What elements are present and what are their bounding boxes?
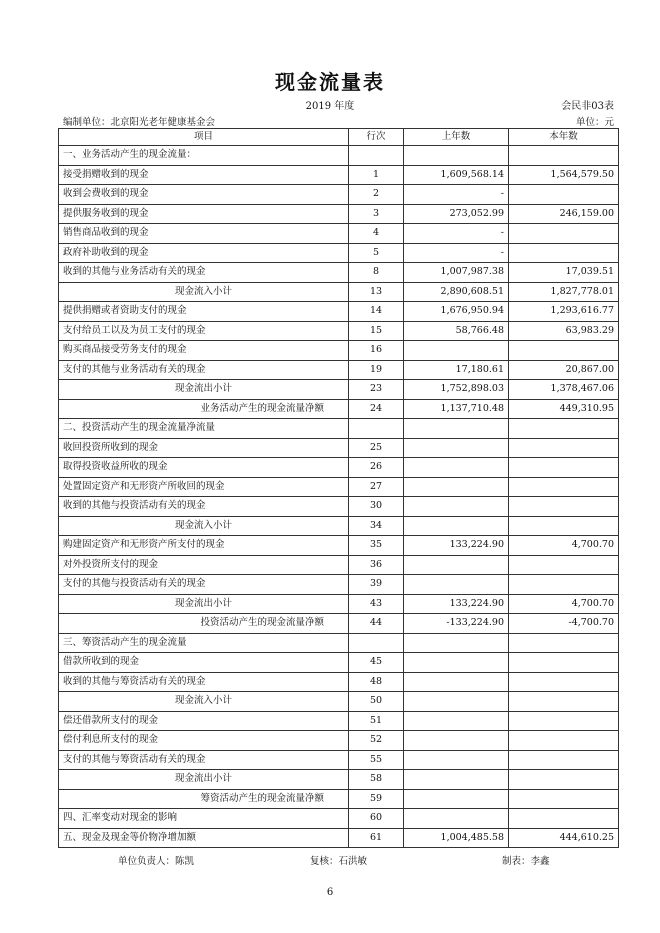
- table-row: [59, 516, 619, 536]
- organization: 编制单位：北京阳光老年健康基金会: [63, 117, 216, 128]
- row-curr-year-amount: -4,700.70: [509, 614, 619, 634]
- row-item-label: 支付的其他与筹资活动有关的现金: [59, 750, 349, 770]
- row-item-label: 支付给员工以及为员工支付的现金: [59, 321, 349, 341]
- row-item-label: 现金流入小计: [59, 692, 349, 712]
- cash-flow-body: [59, 129, 619, 848]
- row-item-label: 取得投资收益所收的现金: [59, 458, 349, 478]
- table-row: [59, 633, 619, 653]
- row-line-number: 2: [349, 185, 404, 205]
- row-line-number: 60: [349, 809, 404, 829]
- table-row: [59, 555, 619, 575]
- row-prev-year-amount: 1,004,485.58: [404, 828, 509, 848]
- row-curr-year-amount: [509, 750, 619, 770]
- row-prev-year-amount: 1,137,710.48: [404, 399, 509, 419]
- row-line-number: 48: [349, 672, 404, 692]
- row-curr-year-amount: [509, 789, 619, 809]
- column-header-prev: 上年数: [404, 129, 509, 146]
- row-curr-year-amount: [509, 497, 619, 517]
- row-item-label: 收到的其他与筹资活动有关的现金: [59, 672, 349, 692]
- row-curr-year-amount: 246,159.00: [509, 204, 619, 224]
- row-item-label: 业务活动产生的现金流量净额: [59, 399, 349, 419]
- row-prev-year-amount: [404, 653, 509, 673]
- row-prev-year-amount: [404, 789, 509, 809]
- table-row: [59, 731, 619, 751]
- row-item-label: 现金流出小计: [59, 594, 349, 614]
- row-line-number: 43: [349, 594, 404, 614]
- table-row: [59, 185, 619, 205]
- responsible-person: 单位负责人：陈凯: [118, 856, 195, 867]
- row-line-number: 3: [349, 204, 404, 224]
- row-line-number: 8: [349, 263, 404, 283]
- row-line-number: 52: [349, 731, 404, 751]
- row-prev-year-amount: [404, 438, 509, 458]
- row-item-label: 四、汇率变动对现金的影响: [59, 809, 349, 829]
- table-row: [59, 282, 619, 302]
- row-item-label: 提供捐赠或者资助支付的现金: [59, 302, 349, 322]
- table-row: [59, 672, 619, 692]
- row-line-number: 1: [349, 165, 404, 185]
- table-row: [59, 243, 619, 263]
- row-prev-year-amount: 1,609,568.14: [404, 165, 509, 185]
- row-line-number: [349, 633, 404, 653]
- row-curr-year-amount: [509, 653, 619, 673]
- row-curr-year-amount: [509, 516, 619, 536]
- table-row: [59, 146, 619, 166]
- row-item-label: 一、业务活动产生的现金流量：: [59, 146, 349, 166]
- row-line-number: 51: [349, 711, 404, 731]
- table-row: [59, 321, 619, 341]
- row-item-label: 支付的其他与业务活动有关的现金: [59, 360, 349, 380]
- row-prev-year-amount: 2,890,608.51: [404, 282, 509, 302]
- row-curr-year-amount: [509, 633, 619, 653]
- row-curr-year-amount: [509, 711, 619, 731]
- row-item-label: 对外投资所支付的现金: [59, 555, 349, 575]
- row-prev-year-amount: [404, 672, 509, 692]
- row-item-label: 偿付利息所支付的现金: [59, 731, 349, 751]
- row-line-number: 45: [349, 653, 404, 673]
- table-row: [59, 399, 619, 419]
- table-row: [59, 692, 619, 712]
- table-row: [59, 770, 619, 790]
- row-curr-year-amount: [509, 692, 619, 712]
- row-prev-year-amount: [404, 731, 509, 751]
- row-prev-year-amount: [404, 575, 509, 595]
- fiscal-year: 2019 年度: [305, 101, 355, 112]
- column-header-item: 项目: [59, 129, 349, 146]
- row-curr-year-amount: 4,700.70: [509, 536, 619, 556]
- row-curr-year-amount: [509, 731, 619, 751]
- table-row: [59, 224, 619, 244]
- cash-flow-table: [58, 128, 619, 848]
- row-prev-year-amount: -: [404, 224, 509, 244]
- table-row: [59, 711, 619, 731]
- row-item-label: 收到会费收到的现金: [59, 185, 349, 205]
- table-row: [59, 789, 619, 809]
- row-line-number: 15: [349, 321, 404, 341]
- row-line-number: 24: [349, 399, 404, 419]
- row-curr-year-amount: [509, 575, 619, 595]
- row-curr-year-amount: 17,039.51: [509, 263, 619, 283]
- table-row: [59, 341, 619, 361]
- row-item-label: 购建固定资产和无形资产所支付的现金: [59, 536, 349, 556]
- row-line-number: [349, 419, 404, 439]
- row-item-label: 三、筹资活动产生的现金流量: [59, 633, 349, 653]
- row-curr-year-amount: [509, 224, 619, 244]
- row-line-number: 35: [349, 536, 404, 556]
- table-row: [59, 614, 619, 634]
- row-curr-year-amount: 449,310.95: [509, 399, 619, 419]
- row-prev-year-amount: [404, 633, 509, 653]
- row-item-label: 筹资活动产生的现金流量净额: [59, 789, 349, 809]
- row-prev-year-amount: [404, 341, 509, 361]
- row-item-label: 现金流出小计: [59, 770, 349, 790]
- row-line-number: 16: [349, 341, 404, 361]
- row-prev-year-amount: 17,180.61: [404, 360, 509, 380]
- table-row: [59, 165, 619, 185]
- row-prev-year-amount: [404, 750, 509, 770]
- row-prev-year-amount: -: [404, 243, 509, 263]
- row-prev-year-amount: [404, 809, 509, 829]
- row-item-label: 投资活动产生的现金流量净额: [59, 614, 349, 634]
- preparer: 制表：李鑫: [502, 856, 550, 867]
- row-line-number: 59: [349, 789, 404, 809]
- row-line-number: 39: [349, 575, 404, 595]
- form-number: 会民非03表: [561, 101, 614, 112]
- table-row: [59, 419, 619, 439]
- row-curr-year-amount: [509, 555, 619, 575]
- row-curr-year-amount: 1,827,778.01: [509, 282, 619, 302]
- page-number: 6: [326, 887, 334, 898]
- row-prev-year-amount: [404, 692, 509, 712]
- table-row: [59, 302, 619, 322]
- table-row: [59, 477, 619, 497]
- row-prev-year-amount: [404, 419, 509, 439]
- row-curr-year-amount: [509, 438, 619, 458]
- row-item-label: 现金流入小计: [59, 516, 349, 536]
- table-row: [59, 380, 619, 400]
- table-row: [59, 653, 619, 673]
- row-line-number: 14: [349, 302, 404, 322]
- row-curr-year-amount: 4,700.70: [509, 594, 619, 614]
- row-prev-year-amount: -133,224.90: [404, 614, 509, 634]
- row-curr-year-amount: 1,378,467.06: [509, 380, 619, 400]
- row-prev-year-amount: 58,766.48: [404, 321, 509, 341]
- row-line-number: 34: [349, 516, 404, 536]
- row-curr-year-amount: [509, 419, 619, 439]
- row-prev-year-amount: -: [404, 185, 509, 205]
- row-prev-year-amount: [404, 555, 509, 575]
- row-prev-year-amount: [404, 516, 509, 536]
- row-curr-year-amount: 1,564,579.50: [509, 165, 619, 185]
- row-line-number: 23: [349, 380, 404, 400]
- row-line-number: 58: [349, 770, 404, 790]
- row-line-number: 50: [349, 692, 404, 712]
- row-item-label: 收回投资所收到的现金: [59, 438, 349, 458]
- table-row: [59, 809, 619, 829]
- row-item-label: 借款所收到的现金: [59, 653, 349, 673]
- row-curr-year-amount: [509, 770, 619, 790]
- reviewer: 复核：石洪敏: [310, 856, 368, 867]
- row-prev-year-amount: 1,676,950.94: [404, 302, 509, 322]
- row-line-number: 26: [349, 458, 404, 478]
- table-header-row: [59, 129, 619, 146]
- currency-unit: 单位：元: [575, 117, 614, 128]
- row-line-number: [349, 146, 404, 166]
- row-prev-year-amount: 133,224.90: [404, 594, 509, 614]
- table-row: [59, 828, 619, 848]
- row-curr-year-amount: 63,983.29: [509, 321, 619, 341]
- table-row: [59, 204, 619, 224]
- column-header-line: 行次: [349, 129, 404, 146]
- row-item-label: 五、现金及现金等价物净增加额: [59, 828, 349, 848]
- row-prev-year-amount: 273,052.99: [404, 204, 509, 224]
- row-prev-year-amount: [404, 458, 509, 478]
- row-line-number: 4: [349, 224, 404, 244]
- row-item-label: 现金流出小计: [59, 380, 349, 400]
- table-row: [59, 360, 619, 380]
- table-row: [59, 438, 619, 458]
- row-line-number: 27: [349, 477, 404, 497]
- row-item-label: 提供服务收到的现金: [59, 204, 349, 224]
- row-prev-year-amount: [404, 770, 509, 790]
- table-row: [59, 497, 619, 517]
- row-line-number: 55: [349, 750, 404, 770]
- row-item-label: 政府补助收到的现金: [59, 243, 349, 263]
- row-prev-year-amount: 1,752,898.03: [404, 380, 509, 400]
- row-item-label: 处置固定资产和无形资产所收回的现金: [59, 477, 349, 497]
- row-line-number: 13: [349, 282, 404, 302]
- row-prev-year-amount: 1,007,987.38: [404, 263, 509, 283]
- row-curr-year-amount: [509, 146, 619, 166]
- row-curr-year-amount: [509, 185, 619, 205]
- row-curr-year-amount: 1,293,616.77: [509, 302, 619, 322]
- row-curr-year-amount: [509, 809, 619, 829]
- table-row: [59, 750, 619, 770]
- row-item-label: 支付的其他与投资活动有关的现金: [59, 575, 349, 595]
- table-row: [59, 458, 619, 478]
- row-item-label: 现金流入小计: [59, 282, 349, 302]
- column-header-curr: 本年数: [509, 129, 619, 146]
- row-prev-year-amount: [404, 477, 509, 497]
- row-item-label: 购买商品接受劳务支付的现金: [59, 341, 349, 361]
- row-line-number: 19: [349, 360, 404, 380]
- row-curr-year-amount: [509, 672, 619, 692]
- row-line-number: 25: [349, 438, 404, 458]
- row-item-label: 收到的其他与投资活动有关的现金: [59, 497, 349, 517]
- row-line-number: 61: [349, 828, 404, 848]
- row-item-label: 偿还借款所支付的现金: [59, 711, 349, 731]
- row-item-label: 接受捐赠收到的现金: [59, 165, 349, 185]
- table-row: [59, 594, 619, 614]
- row-item-label: 二、投资活动产生的现金流量净流量: [59, 419, 349, 439]
- row-line-number: 30: [349, 497, 404, 517]
- row-curr-year-amount: [509, 341, 619, 361]
- table-row: [59, 263, 619, 283]
- table-row: [59, 536, 619, 556]
- row-prev-year-amount: 133,224.90: [404, 536, 509, 556]
- row-line-number: 44: [349, 614, 404, 634]
- row-prev-year-amount: [404, 497, 509, 517]
- row-item-label: 收到的其他与业务活动有关的现金: [59, 263, 349, 283]
- row-line-number: 5: [349, 243, 404, 263]
- row-curr-year-amount: [509, 243, 619, 263]
- row-curr-year-amount: 444,610.25: [509, 828, 619, 848]
- row-item-label: 销售商品收到的现金: [59, 224, 349, 244]
- row-curr-year-amount: 20,867.00: [509, 360, 619, 380]
- row-prev-year-amount: [404, 146, 509, 166]
- row-curr-year-amount: [509, 458, 619, 478]
- row-line-number: 36: [349, 555, 404, 575]
- row-prev-year-amount: [404, 711, 509, 731]
- document-title: 现金流量表: [275, 70, 385, 94]
- row-curr-year-amount: [509, 477, 619, 497]
- table-row: [59, 575, 619, 595]
